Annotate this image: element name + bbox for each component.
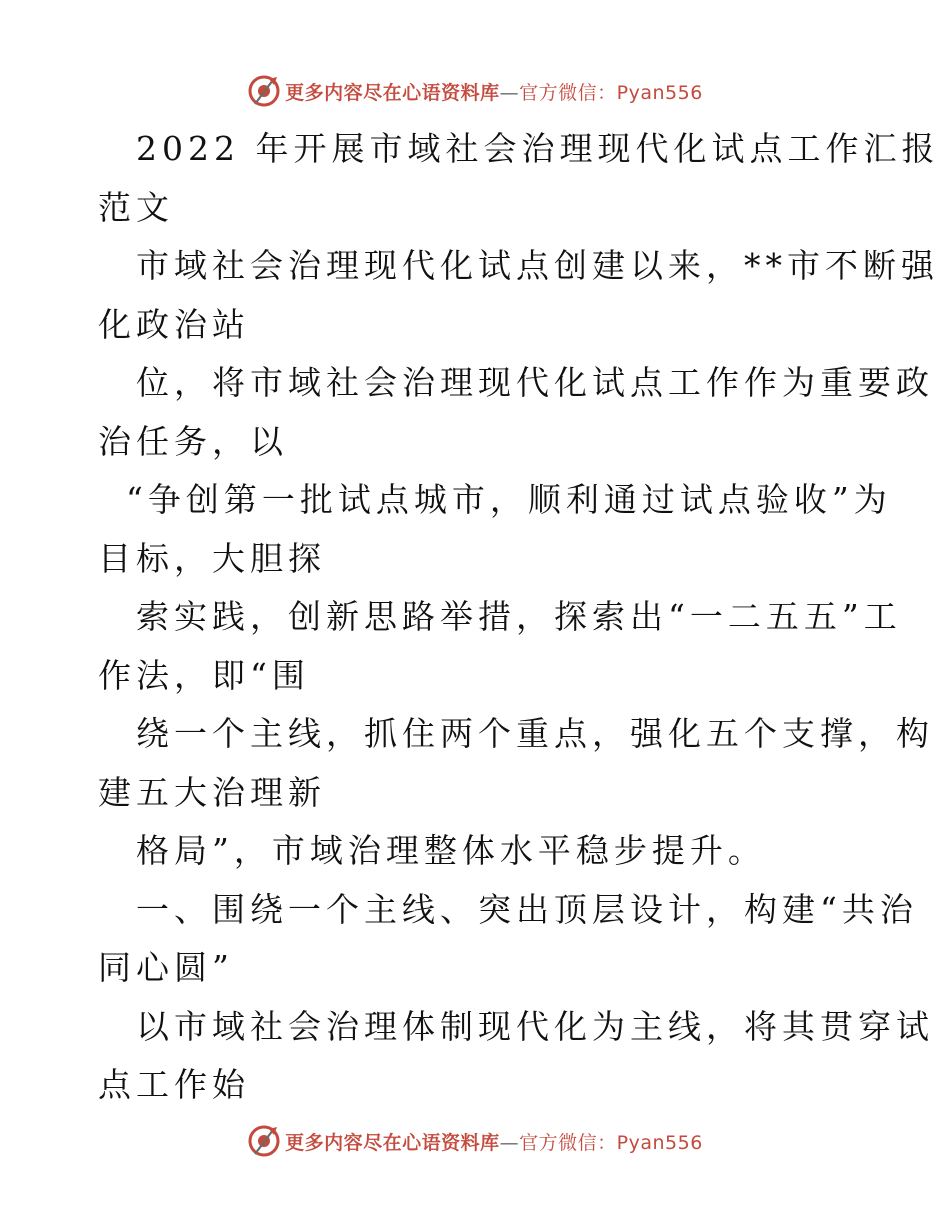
footer-banner-text — [285, 1128, 703, 1155]
paragraph-line: 治任务，以 — [98, 421, 288, 461]
paragraph-line: 以市域社会治理体制现代化为主线，将其贯穿试 — [136, 1006, 934, 1046]
paragraph-line: 市域社会治理现代化试点创建以来，**市不断强 — [136, 246, 939, 285]
footer-brand: 更多内容尽在心语资料库 — [285, 1131, 500, 1154]
header-banner — [0, 71, 950, 111]
title-line-2: 范文 — [98, 187, 174, 227]
header-wechat: 官方微信：Pyan556 — [519, 81, 703, 104]
paragraph-line: 绕一个主线，抓住两个重点，强化五个支撑，构 — [136, 714, 934, 753]
paragraph-line: 作法，即“围 — [98, 655, 310, 695]
paragraph-line: 索实践，创新思路举措，探索出“一二五五”工 — [136, 597, 902, 636]
paragraph-line: 位，将市域社会治理现代化试点工作作为重要政 — [136, 363, 934, 402]
paragraph-line: 格局”，市域治理整体水平稳步提升。 — [136, 831, 766, 870]
footer-banner — [0, 1121, 950, 1161]
paragraph-line: 化政治站 — [98, 304, 250, 344]
document-body — [98, 120, 940, 1115]
quill-circle-logo-icon — [247, 1124, 281, 1158]
paragraph-line: 建五大治理新 — [98, 772, 326, 812]
header-separator: — — [499, 81, 520, 104]
footer-separator: — — [499, 1131, 520, 1154]
paragraph-line: 点工作始 — [98, 1065, 250, 1104]
header-banner-text — [285, 78, 703, 105]
footer-wechat: 官方微信：Pyan556 — [519, 1131, 703, 1154]
quill-circle-logo-icon — [247, 74, 281, 108]
section-heading-line-2: 同心圆” — [98, 948, 234, 987]
paragraph-line: “争创第一批试点城市，顺利通过试点验收”为 — [126, 480, 892, 519]
paragraph-line: 目标，大胆探 — [98, 538, 326, 578]
section-heading-line-1: 一、围绕一个主线、突出顶层设计，构建“共治 — [136, 889, 918, 929]
header-brand: 更多内容尽在心语资料库 — [285, 81, 500, 104]
title-line-1: 2022 年开展市域社会治理现代化试点工作汇报 — [136, 129, 940, 168]
